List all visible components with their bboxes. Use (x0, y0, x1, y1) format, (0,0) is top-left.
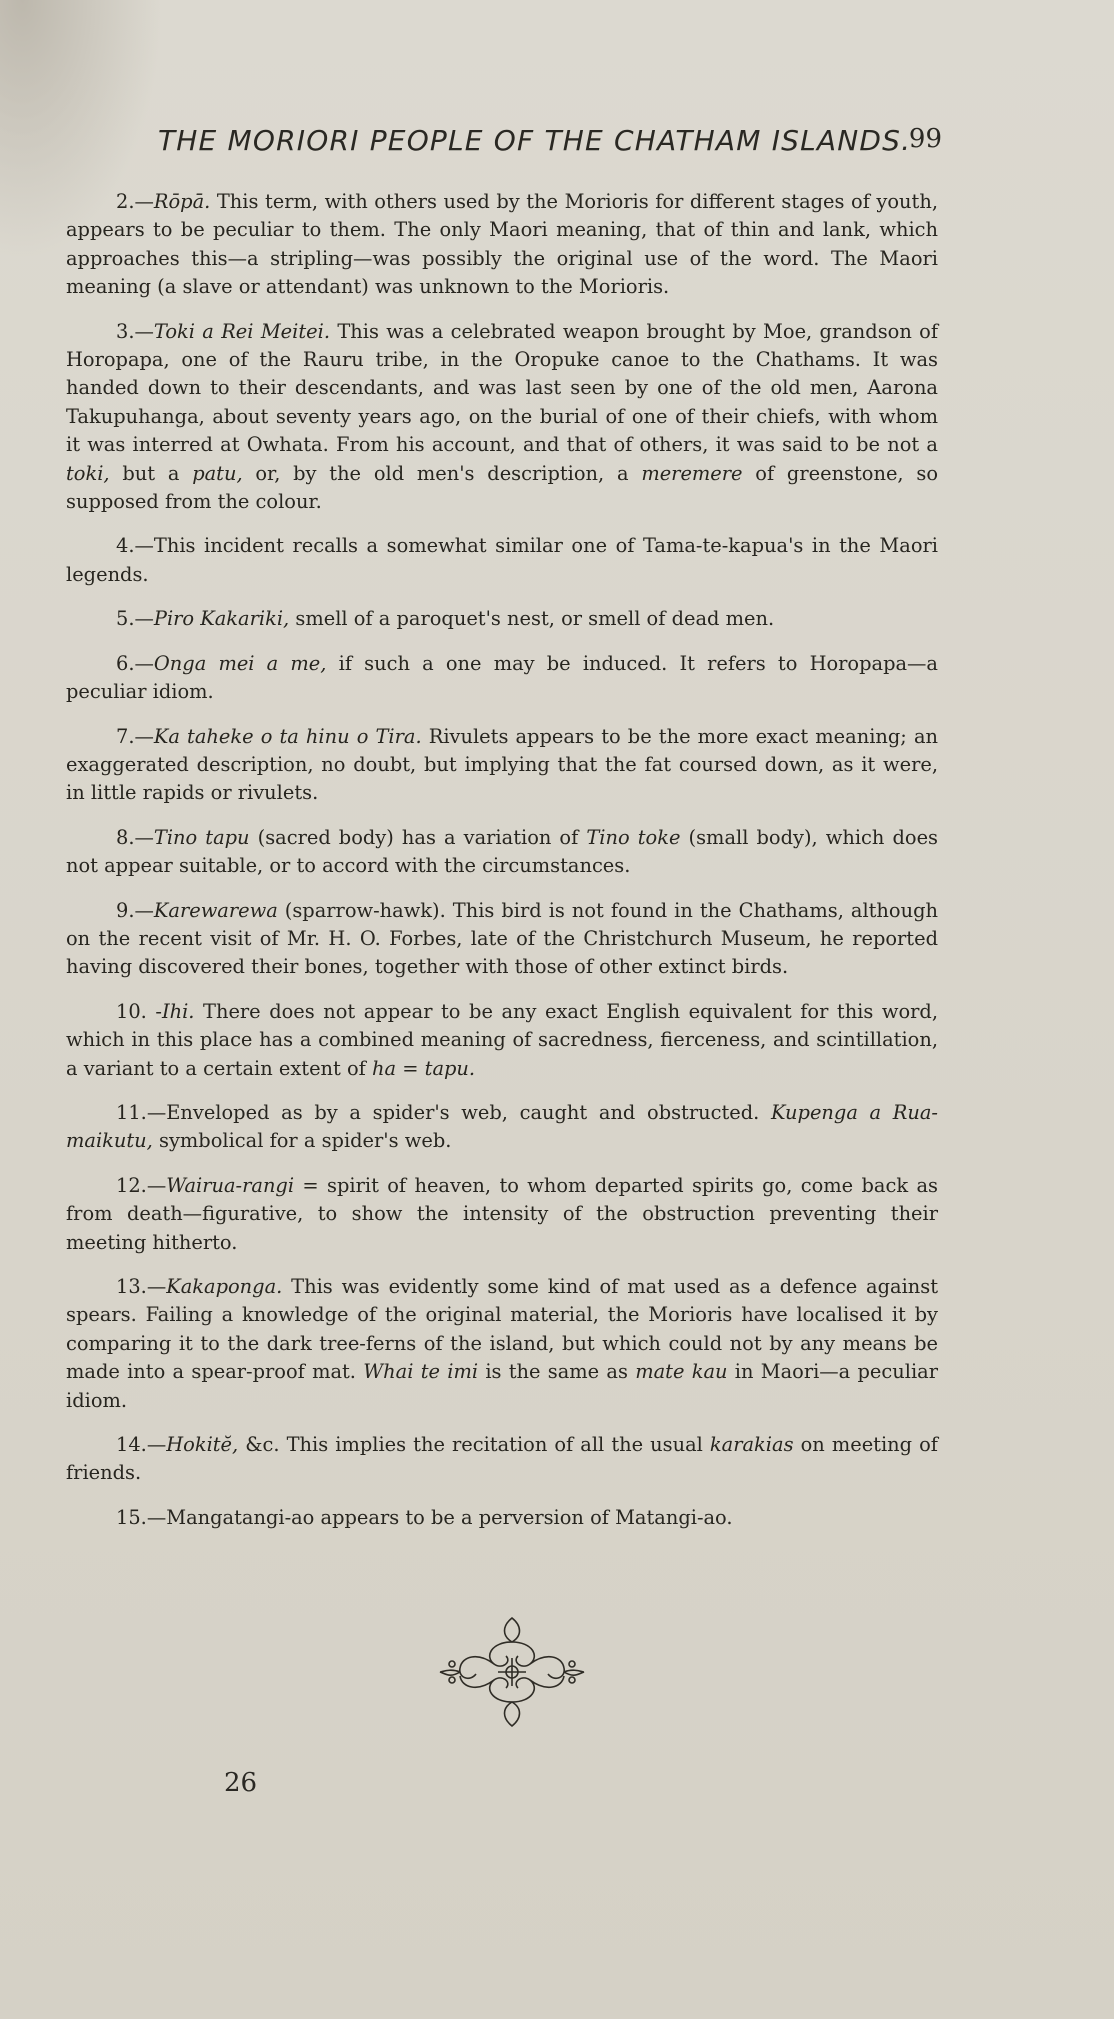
note-12: 12.—Wairua-rangi = spirit of heaven, to whom departed spirits go, come back as from death—figurative, to show the intensity of the obstruction preventing their meeting hitherto. (66, 1173, 938, 1254)
note-5: 5.—Piro Kakariki, smell of a paroquet's nest, or smell of dead men. (116, 607, 775, 631)
note-10: 10. -Ihi. There does not appear to be any exact English equivalent for this word, which in this place has a combined meaning of sacredness, fierceness, and scintillation, a variant to a certain extent of ha = tapu. (66, 999, 939, 1080)
note-3: 3.—Toki a Rei Meitei. This was a celebrated weapon brought by Moe, grandson of Horopapa, one of the Rauru tribe, in the Oropuke canoe to the Chathams. It was handed down to their descendants, and was last seen by one of the old men, Aarona Takupuhanga, about seventy years ago, on the burial of one of their chiefs, with whom it was interred at Owhata. From his account, and that of others, it was said to be not a toki, but a patu, or, by the old men's description, a meremere of greenstone, so supposed from the colour. (66, 319, 939, 514)
signature-mark: 26 (224, 1768, 258, 1798)
note-8: 8.—Tino tapu (sacred body) has a variation of Tino toke (small body), which does not appear suitable, or to accord with the circumstances. (66, 825, 938, 878)
note-7: 7.—Ka taheke o ta hinu o Tira. Rivulets appears to be the more exact meaning; an exaggerated description, no doubt, but implying that the fat coursed down, as it were, in little rapids or rivulets. (66, 724, 938, 805)
note-9: 9.—Karewarewa (sparrow-hawk). This bird is not found in the Chathams, although on the recent visit of Mr. H. O. Forbes, late of the Christchurch Museum, he reported having discovered their bones, together with those of other extinct birds. (66, 898, 938, 979)
note-13: 13.—Kakaponga. This was evidently some kind of mat used as a defence against spears. Failing a knowledge of the original material, the Morioris have localised it by comparing it to the dark tree-ferns of the island, but which could not by any means be made into a spear-proof mat. Whai te imi is the same as mate kau in Maori—a peculiar idiom. (66, 1275, 938, 1412)
note-15: 15.—Mangatangi-ao appears to be a perversion of Matangi-ao. (116, 1505, 733, 1529)
ornament-flourish-icon (432, 1612, 592, 1732)
note-2: 2.—Rōpā. This term, with others used by the Morioris for different stages of youth, appears to be peculiar to them. The only Maori meaning, that of thin and lank, which approaches this—a stripling—was possibly the original use of the word. The Maori meaning (a slave or attendant) was unknown to the Morioris. (66, 190, 938, 299)
page-header (66, 124, 942, 164)
running-title: THE MORIORI PEOPLE OF THE CHATHAM ISLANDS. (158, 124, 912, 157)
note-4: 4.—This incident recalls a somewhat similar one of Tama-te-kapua's in the Maori legends. (66, 534, 938, 586)
note-6: 6.—Onga mei a me, if such a one may be induced. It refers to Horopapa—a peculiar idiom. (66, 651, 938, 704)
note-14: 14.—Hokitĕ, &c. This implies the recitation of all the usual karakias on meeting of friends. (66, 1433, 938, 1485)
note-11: 11.—Enveloped as by a spider's web, caught and obstructed. Kupenga a Rua-maikutu, symbolical for a spider's web. (66, 1100, 938, 1153)
page-number: 99 (908, 124, 942, 154)
notes-section (66, 188, 938, 1548)
